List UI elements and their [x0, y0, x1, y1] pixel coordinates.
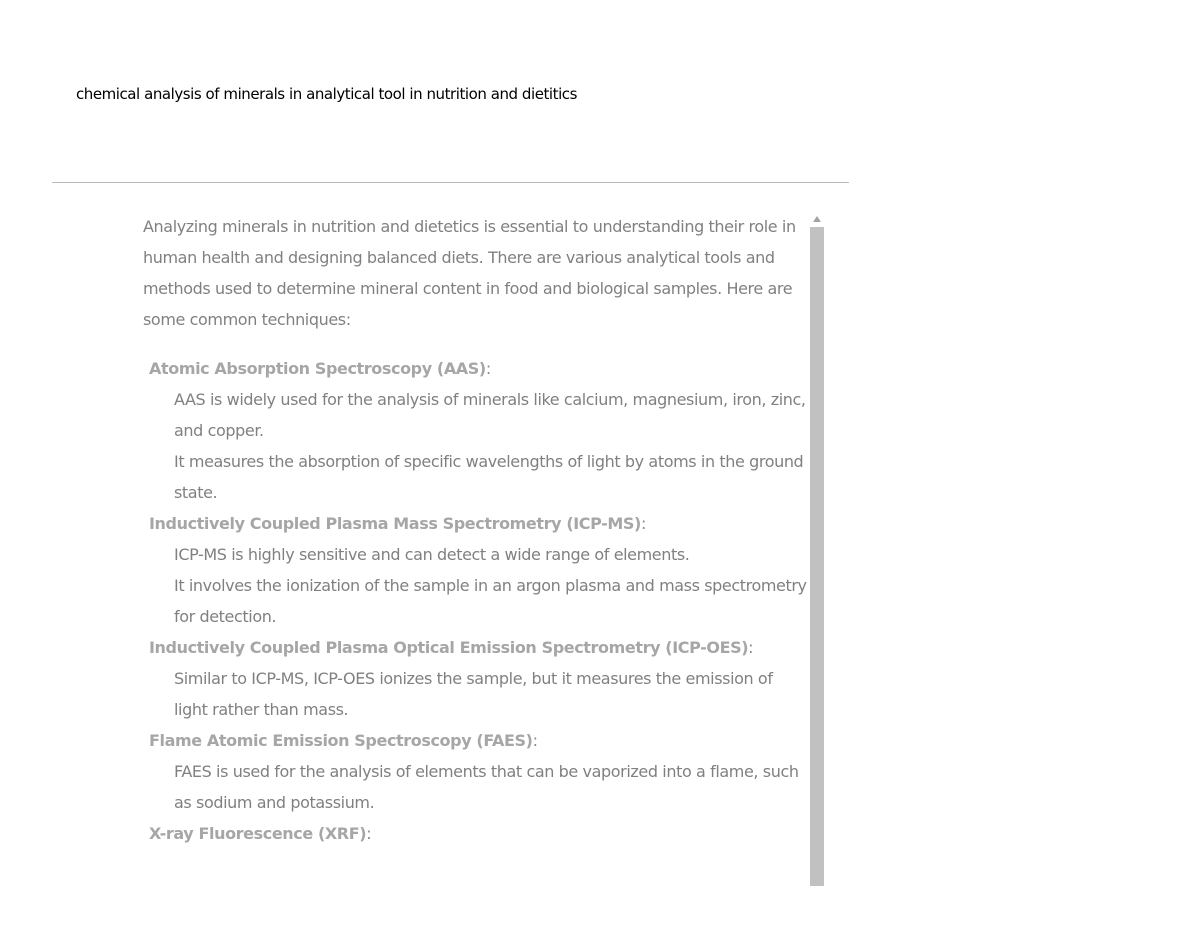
method-title-colon: :: [532, 731, 538, 750]
scroll-thumb[interactable]: [810, 227, 824, 886]
method-title: [149, 508, 807, 539]
method-title-colon: :: [485, 359, 491, 378]
method-title-text: Flame Atomic Emission Spectroscopy (FAES): [149, 731, 533, 750]
method-title: [149, 818, 807, 849]
method-title-colon: :: [366, 824, 372, 843]
answer-content: [143, 211, 807, 849]
method-point: It measures the absorption of specific wavelengths of light by atoms in the ground state.: [174, 452, 804, 502]
method-title-colon: :: [748, 638, 754, 657]
vertical-scrollbar[interactable]: [809, 211, 825, 886]
question-text: chemical analysis of minerals in analytical tool in nutrition and dietitics: [76, 85, 577, 103]
method-point: FAES is used for the analysis of elements that can be vaporized into a flame, such as sodium and potassium.: [174, 762, 799, 812]
chevron-up-icon: [813, 216, 821, 222]
scroll-up-button[interactable]: [809, 213, 825, 225]
method-points: [149, 756, 807, 818]
method-title: [149, 353, 807, 384]
method-points: [149, 663, 807, 725]
method-points: [149, 384, 807, 508]
method-title: [149, 632, 807, 663]
divider: [52, 182, 849, 183]
method-title-text: Inductively Coupled Plasma Mass Spectrometry (ICP-MS): [149, 514, 641, 533]
method-title-colon: :: [640, 514, 646, 533]
method-points: [149, 539, 807, 632]
method-title-text: Atomic Absorption Spectroscopy (AAS): [149, 359, 486, 378]
method-title-text: X-ray Fluorescence (XRF): [149, 824, 367, 843]
method-title: [149, 725, 807, 756]
method-point: It involves the ionization of the sample in an argon plasma and mass spectrometry for detection.: [174, 576, 807, 626]
method-item: [149, 632, 807, 725]
method-item: [149, 353, 807, 508]
method-item: [149, 725, 807, 818]
method-list: [143, 353, 807, 849]
method-item: [149, 508, 807, 632]
method-title-text: Inductively Coupled Plasma Optical Emission Spectrometry (ICP-OES): [149, 638, 749, 657]
answer-panel[interactable]: [143, 211, 825, 886]
method-point: Similar to ICP-MS, ICP-OES ionizes the sample, but it measures the emission of light rather than mass.: [174, 669, 773, 719]
method-point: AAS is widely used for the analysis of minerals like calcium, magnesium, iron, zinc, and copper.: [174, 390, 806, 440]
method-point: ICP-MS is highly sensitive and can detect a wide range of elements.: [174, 545, 690, 564]
answer-intro: Analyzing minerals in nutrition and dietetics is essential to understanding their role in human health and designing balanced diets. There are various analytical tools and methods used to determine mineral content in food and biological samples. Here are some common techniques:: [143, 217, 796, 329]
method-item: [149, 818, 807, 849]
